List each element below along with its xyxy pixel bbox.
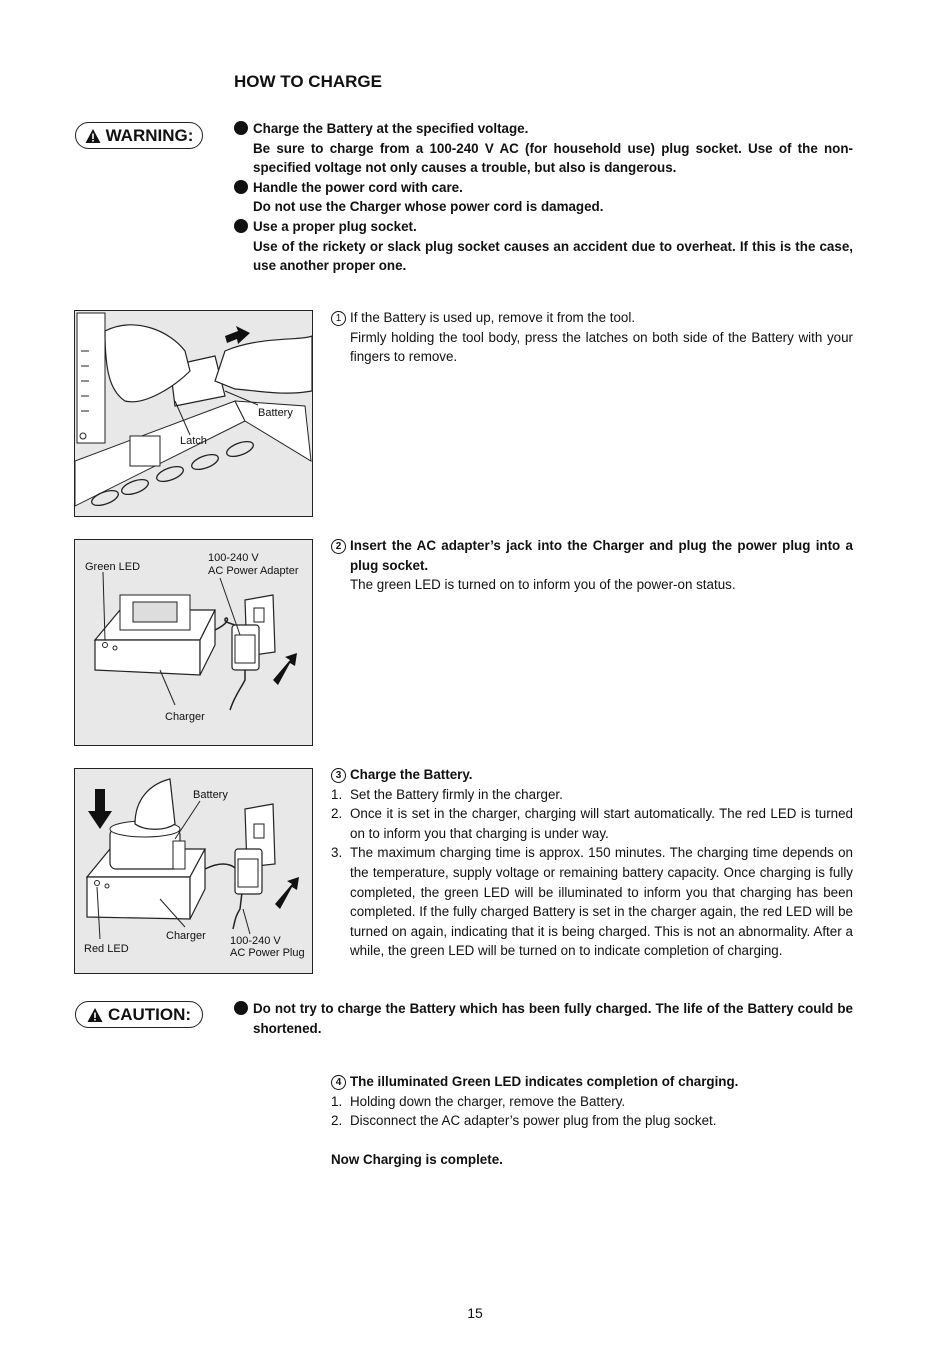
step-number-icon: 4 <box>331 1075 346 1090</box>
list-item: 1. Set the Battery firmly in the charger. <box>331 786 563 802</box>
warning-item-head: Handle the power cord with care. <box>253 179 463 195</box>
step-1-line1: If the Battery is used up, remove it from the tool. <box>350 310 636 325</box>
battery-label: Battery <box>193 789 228 801</box>
caution-text: Do not try to charge the Battery which has been fully charged. The life of the Battery could be shortened. <box>234 999 853 1038</box>
page-title: HOW TO CHARGE <box>234 72 382 91</box>
step-1 <box>331 308 853 367</box>
step-3 <box>331 765 853 961</box>
page-number: 15 <box>467 1305 483 1321</box>
warning-item-head: Use a proper plug socket. <box>253 218 417 234</box>
warning-triangle-icon <box>87 1007 103 1023</box>
bullet-icon <box>234 121 248 135</box>
plug-label-line2: AC Power Plug <box>230 947 305 959</box>
step-number-icon: 3 <box>331 768 346 783</box>
warning-item <box>234 217 853 237</box>
caution-badge <box>75 1001 203 1028</box>
charging-battery-illustration <box>74 768 313 974</box>
warning-item-head: Charge the Battery at the specified voltage. <box>253 121 529 136</box>
warning-triangle-icon <box>85 128 101 144</box>
bullet-icon <box>234 219 248 233</box>
step-4 <box>331 1072 853 1131</box>
plug-label-line1: 100-240 V <box>230 935 281 947</box>
step-3-head: Charge the Battery. <box>350 767 473 782</box>
green-led-label: Green LED <box>85 561 141 573</box>
step-2-head: Insert the AC adapter’s jack into the Charger and plug the power plug into a plug socket. <box>350 538 853 573</box>
red-led-label: Red LED <box>84 943 129 955</box>
caution-label: CAUTION: <box>107 1004 192 1024</box>
adapter-label-line1: 100-240 V <box>208 552 259 564</box>
warning-item-body: Do not use the Charger whose power cord is damaged. <box>253 199 604 215</box>
warning-list <box>234 119 853 276</box>
battery-label: Battery <box>258 407 293 419</box>
bullet-icon <box>234 1001 248 1015</box>
step-number-icon: 1 <box>331 311 346 326</box>
warning-item <box>234 119 853 139</box>
bullet-icon <box>234 180 248 194</box>
step-2 <box>331 536 853 595</box>
step-number-icon: 2 <box>331 539 346 554</box>
warning-badge <box>75 122 203 149</box>
charger-label: Charger <box>166 930 206 942</box>
list-item: 2. Once it is set in the charger, charging will start automatically. The red LED is turned on to inform you that charging is under way. <box>331 806 853 841</box>
list-item: 1. Holding down the charger, remove the Battery. <box>331 1093 626 1109</box>
latch-label: Latch <box>180 435 207 447</box>
charger-setup-illustration <box>74 539 313 746</box>
list-item: 3. The maximum charging time is approx. 150 minutes. The charging time depends on the temperature, supply voltage or remaining battery capacity. Once charging is fully completed, the green LED will be illuminated to inform you that charging has been completed. If the fully charged Battery is set in the charger again, the red LED will be turned on again, indicating that it is being charged. This is not an abnormality. After a while, the green LED will be turned on to indicate completion of charging. <box>331 845 853 959</box>
warning-item-body: Use of the rickety or slack plug socket causes an accident due to overheat. If this is the case, use another proper one. <box>253 238 853 274</box>
warning-item <box>234 178 853 198</box>
list-item: 2. Disconnect the AC adapter’s power plug from the plug socket. <box>331 1113 717 1129</box>
charger-label: Charger <box>165 711 205 723</box>
step-1-line2: Firmly holding the tool body, press the latches on both side of the Battery with your fingers to remove. <box>350 329 853 365</box>
warning-label: WARNING: <box>105 125 194 145</box>
step-2-body: The green LED is turned on to inform you of the power-on status. <box>350 577 736 593</box>
adapter-label-line2: AC Power Adapter <box>208 565 299 577</box>
completion-note: Now Charging is complete. <box>331 1152 503 1167</box>
battery-removal-illustration <box>74 310 313 517</box>
warning-item-body: Be sure to charge from a 100-240 V AC (for household use) plug socket. Use of the non-specified voltage not only causes a trouble, but also is dangerous. <box>253 140 853 176</box>
step-4-head: The illuminated Green LED indicates completion of charging. <box>350 1074 739 1089</box>
